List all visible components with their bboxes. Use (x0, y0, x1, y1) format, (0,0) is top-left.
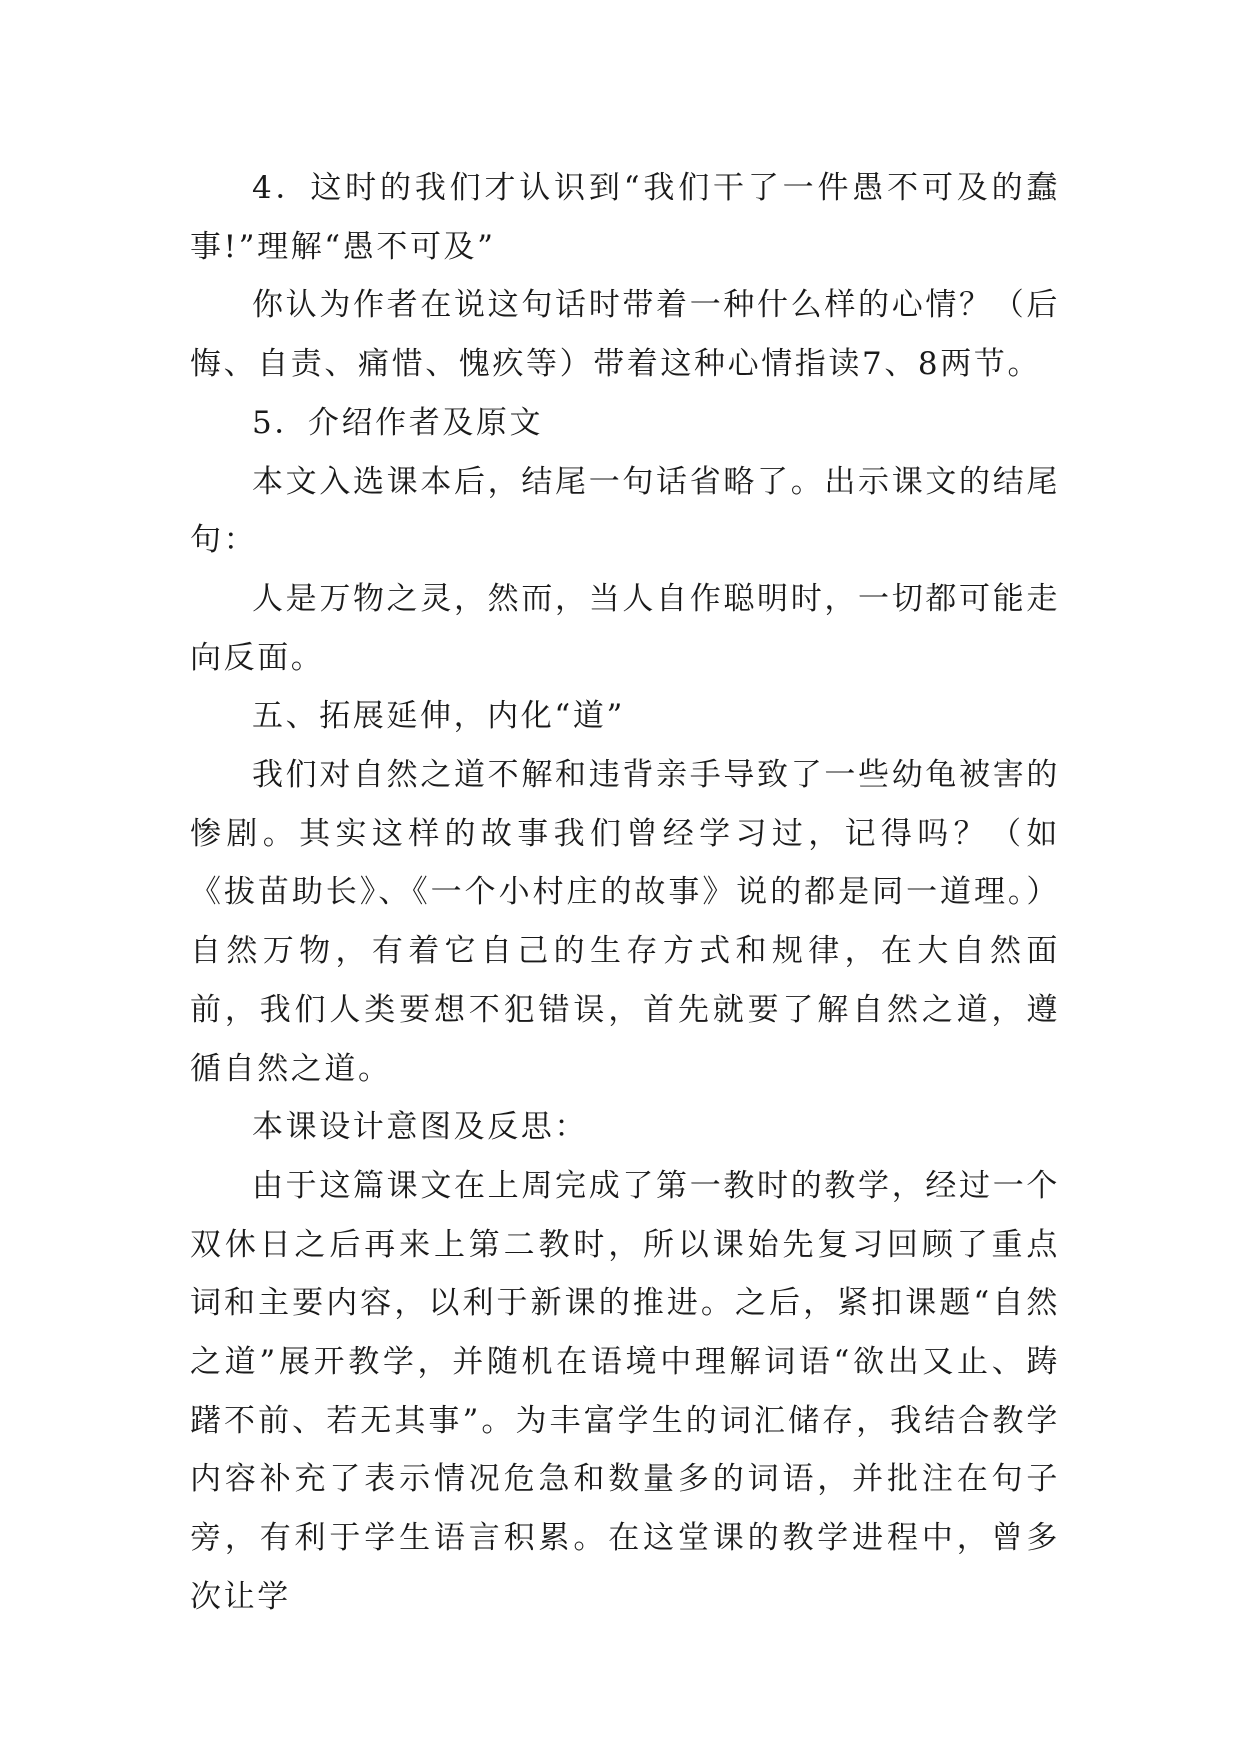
section-heading-extension: 五、拓展延伸，内化“道” (252, 698, 625, 735)
paragraph-step-5: 5．介绍作者及原文 (252, 404, 544, 441)
paragraph-author-feeling-question: 你认为作者在说这句话时带着一种什么样的心情？（后悔、自责、痛惜、愧疚等）带着这种心情指读7、8两节。 (190, 287, 1060, 383)
paragraph-reflection-body: 由于这篇课文在上周完成了第一教时的教学，经过一个双休日之后再来上第二教时，所以课始先复习回顾了重点词和主要内容，以利于新课的推进。之后，紧扣课题“自然之道”展开教学，并随机在语境中理解词语“欲出又止、踌躇不前、若无其事”。为丰富学生的词汇储存，我结合教学内容补充了表示情况危急和数量多的词语，并批注在句子旁，有利于学生语言积累。在这堂课的教学进程中，曾多次让学 (190, 1167, 1060, 1615)
paragraph-extension-body: 我们对自然之道不解和违背亲手导致了一些幼龟被害的惨剧。其实这样的故事我们曾经学习过，记得吗？（如《拔苗助长》、《一个小村庄的故事》说的都是同一道理。）自然万物，有着它自己的生存方式和规律，在大自然面前，我们人类要想不犯错误，首先就要了解自然之道，遵循自然之道。 (190, 757, 1060, 1087)
paragraph-original-ending-intro: 本文入选课本后，结尾一句话省略了。出示课文的结尾句： (190, 463, 1060, 559)
section-heading-design-reflection: 本课设计意图及反思： (252, 1109, 588, 1146)
document-body (190, 159, 1060, 1627)
paragraph-original-ending-quote: 人是万物之灵，然而，当人自作聪明时，一切都可能走向反面。 (190, 580, 1060, 676)
paragraph-step-4: 4．这时的我们才认识到“我们干了一件愚不可及的蠢事!”理解“愚不可及” (190, 170, 1060, 265)
